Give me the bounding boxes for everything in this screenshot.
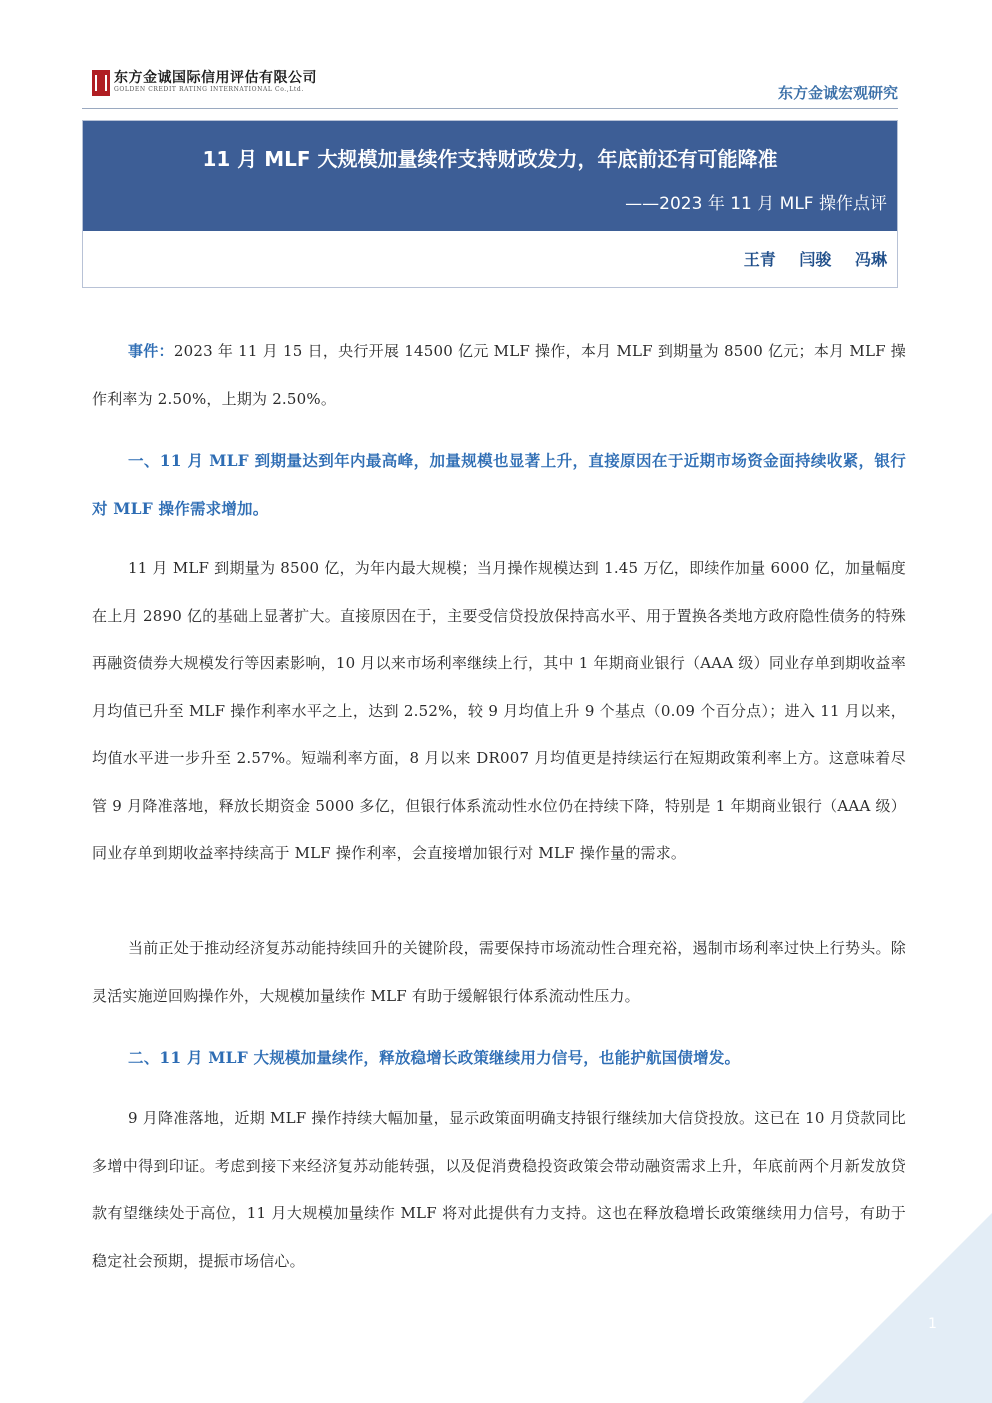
event-label: 事件：: [128, 342, 174, 360]
company-name-en: GOLDEN CREDIT RATING INTERNATIONAL Co.,Ltd.: [114, 86, 304, 93]
section1-paragraph-1: 11 月 MLF 到期量为 8500 亿，为年内最大规模；当月操作规模达到 1.45 万亿，即续作加量 6000 亿，加量幅度在上月 2890 亿的基础上显著扩大。直接原因在于，主要受信贷投放保持高水平、用于置换各类地方政府隐性债务的特殊再融资债券大规模发行等因素影响，10 月以来市场利率继续上行，其中 1 年期商业银行（AAA 级）同业存单到期收益率月均值已升至 MLF 操作利率水平之上，达到 2.52%，较 9 月均值上升 9 个基点（0.09 个百分点）；进入 11 月以来，均值水平进一步升至 2.57%。短端利率方面，8 月以来 DR007 月均值更是持续运行在短期政策利率上方。这意味着尽管 9 月降准落地，释放长期资金 5000 多亿，但银行体系流动性水位仍在持续下降，特别是 1 年期商业银行（AAA 级）同业存单到期收益率持续高于 MLF 操作利率，会直接增加银行对 MLF 操作量的需求。: [92, 559, 906, 862]
event-text: 2023 年 11 月 15 日，央行开展 14500 亿元 MLF 操作，本月 MLF 到期量为 8500 亿元；本月 MLF 操作利率为 2.50%，上期为 2.50%。: [92, 342, 906, 408]
title-band: [83, 121, 897, 231]
header-divider: [82, 108, 898, 109]
logo-mark-icon: [92, 70, 110, 96]
section1-paragraph-2: 当前正处于推动经济复苏动能持续回升的关键阶段，需要保持市场流动性合理充裕，遏制市场利率过快上行势头。除灵活实施逆回购操作外，大规模加量续作 MLF 有助于缓解银行体系流动性压力。: [92, 939, 906, 1005]
author-name: 王青: [743, 250, 776, 269]
event-paragraph: [92, 328, 906, 423]
page-header: [82, 68, 898, 104]
section-heading-1: 一、11 月 MLF 到期量达到年内最高峰，加量规模也显著上升，直接原因在于近期市场资金面持续收紧，银行对 MLF 操作需求增加。: [92, 451, 906, 518]
section2-paragraph-1: 9 月降准落地，近期 MLF 操作持续大幅加量，显示政策面明确支持银行继续加大信贷投放。这已在 10 月贷款同比多增中得到印证。考虑到接下来经济复苏动能转强，以及促消费稳投资政策会带动融资需求上升，年底前两个月新发放贷款有望继续处于高位，11 月大规模加量续作 MLF 将对此提供有力支持。这也在释放稳增长政策继续用力信号，有助于稳定社会预期，提振市场信心。: [92, 1109, 906, 1270]
author-name: 冯琳: [854, 250, 887, 269]
report-subtitle: ——2023 年 11 月 MLF 操作点评: [625, 194, 887, 214]
report-title: 11 月 MLF 大规模加量续作支持财政发力，年底前还有可能降准: [202, 147, 778, 171]
company-logo: [92, 70, 317, 96]
company-name-cn: 东方金诚国际信用评估有限公司: [114, 70, 317, 86]
page-number: 1: [928, 1316, 937, 1332]
section-heading-2: 二、11 月 MLF 大规模加量续作，释放稳增长政策继续用力信号，也能护航国债增发。: [128, 1048, 741, 1067]
title-box: [82, 120, 898, 288]
author-name: 闫骏: [799, 250, 832, 269]
series-label: 东方金诚宏观研究: [777, 84, 898, 102]
authors: [726, 247, 887, 270]
corner-decoration: [802, 1213, 992, 1403]
